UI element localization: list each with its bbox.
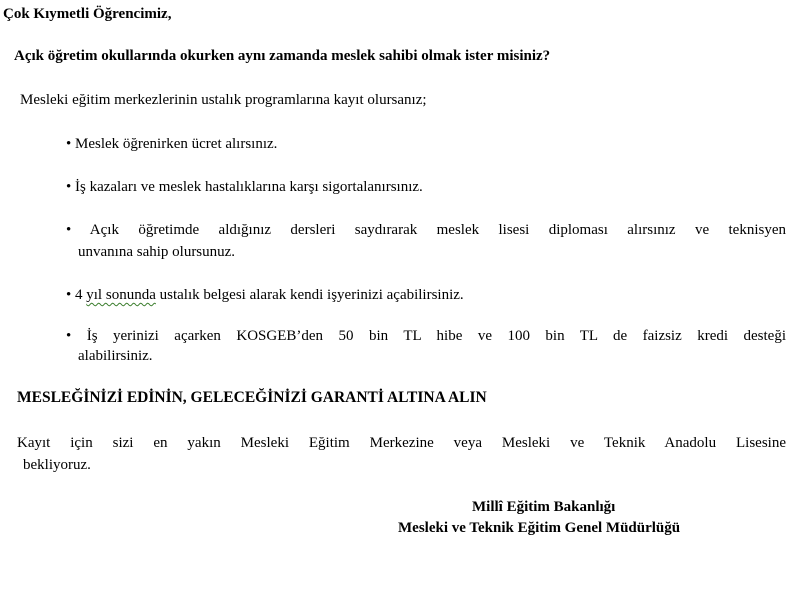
greeting: Çok Kıymetli Öğrencimiz, xyxy=(3,6,172,22)
bullet-item-5-line1: • İş yerinizi açarken KOSGEB’den 50 bin TL hibe ve 100 bin TL de faizsiz kredi desteği xyxy=(66,328,786,344)
signature-ministry: Millî Eğitim Bakanlığı xyxy=(472,499,616,515)
closing-text-line2: bekliyoruz. xyxy=(23,457,91,473)
bullet-item-4-pre: • 4 xyxy=(66,287,87,303)
bullet-item-5-line2: alabilirsiniz. xyxy=(78,348,153,364)
bullet-item-1: • Meslek öğrenirken ücret alırsınız. xyxy=(66,136,278,152)
bullet-item-4-post: ustalık belgesi alarak kendi işyerinizi açabilirsiniz. xyxy=(155,287,464,303)
intro-text: Mesleki eğitim merkezlerinin ustalık programlarına kayıt olursanız; xyxy=(20,92,427,108)
signature-directorate: Mesleki ve Teknik Eğitim Genel Müdürlüğü xyxy=(398,520,681,536)
bullet-item-4 xyxy=(66,286,464,304)
question-heading: Açık öğretim okullarında okurken aynı zamanda meslek sahibi olmak ister misiniz? xyxy=(14,48,551,64)
closing-text-line1: Kayıt için sizi en yakın Mesleki Eğitim Merkezine veya Mesleki ve Teknik Anadolu Lisesine xyxy=(17,435,786,451)
slogan-heading: MESLEĞİNİZİ EDİNİN, GELECEĞİNİZİ GARANTİ ALTINA ALIN xyxy=(17,389,487,406)
bullet-item-3-line2: unvanına sahip olursunuz. xyxy=(78,244,236,260)
spellcheck-underlined-phrase: yıl sonunda xyxy=(86,287,156,303)
bullet-item-3-line1: • Açık öğretimde aldığınız dersleri saydırarak meslek lisesi diploması alırsınız ve teknisyen xyxy=(66,222,786,238)
bullet-item-2: • İş kazaları ve meslek hastalıklarına karşı sigortalanırsınız. xyxy=(66,179,423,195)
